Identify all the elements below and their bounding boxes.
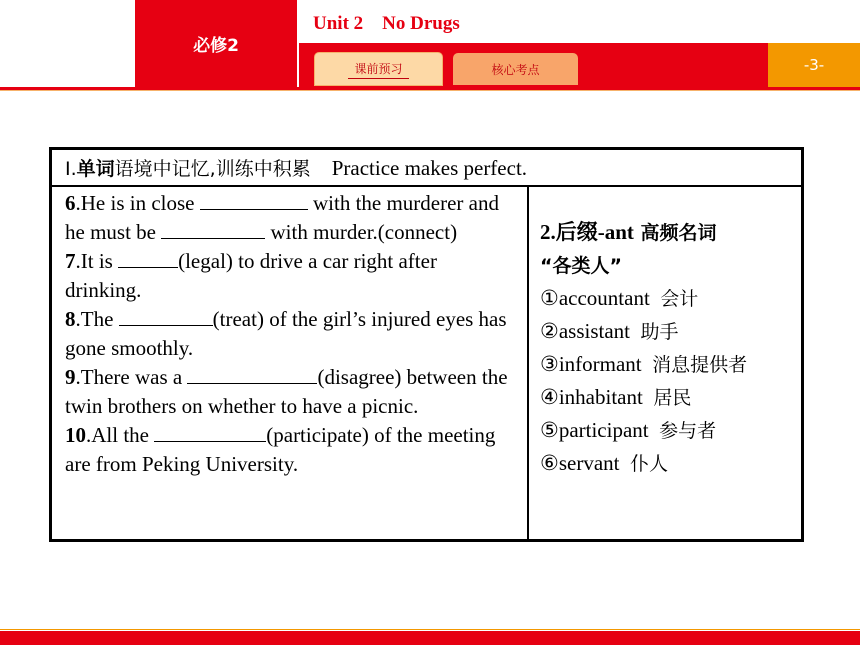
title-en: Practice makes perfect. <box>331 156 528 180</box>
question-text: .It is <box>75 249 119 273</box>
exercise-table <box>49 147 804 542</box>
question-text: (legal) to drive a car right after drinking. <box>65 249 437 302</box>
page-number-text: -3- <box>803 56 825 74</box>
page-number <box>768 43 860 87</box>
item-word: participant <box>558 418 649 442</box>
question-text: .There was a <box>75 365 188 389</box>
question-7 <box>65 247 513 305</box>
header-left-spacer <box>0 0 135 87</box>
answer-blank[interactable] <box>200 191 308 210</box>
tab-key-points[interactable] <box>453 53 578 85</box>
item-word: accountant <box>558 286 650 310</box>
suffix-heading-cn-2: “各类人” <box>540 255 622 277</box>
answer-blank[interactable] <box>119 307 213 326</box>
suffix-heading-cn: 高频名词 <box>633 222 717 244</box>
item-mark: ⑥ <box>540 451 559 475</box>
answer-blank[interactable] <box>161 220 265 239</box>
questions-column <box>65 189 513 479</box>
suffix-heading-2 <box>540 249 790 282</box>
book-label <box>135 0 297 87</box>
question-text: with murder.(connect) <box>265 220 458 244</box>
item-word: assistant <box>558 319 630 343</box>
book-label-text: 必修2 <box>193 36 239 56</box>
tab-preview[interactable] <box>314 52 443 86</box>
question-number: 7 <box>65 249 76 273</box>
suffix-item <box>540 348 790 381</box>
item-word: inhabitant <box>558 385 643 409</box>
suffix-heading-en: 2.后缀-ant <box>540 220 634 244</box>
unit-title: Unit 2 No Drugs <box>313 13 460 34</box>
suffix-item <box>540 315 790 348</box>
item-cn: 助手 <box>640 321 679 343</box>
column-divider <box>527 187 529 539</box>
item-cn: 消息提供者 <box>652 354 748 376</box>
question-9 <box>65 363 513 421</box>
answer-blank[interactable] <box>118 249 178 268</box>
question-text: .The <box>75 307 119 331</box>
suffix-item <box>540 414 790 447</box>
question-text: .He is in close <box>75 191 200 215</box>
question-10 <box>65 421 513 479</box>
question-number: 8 <box>65 307 76 331</box>
table-title <box>52 150 801 187</box>
question-text: (disagree) between the twin brothers on whether to have a picnic. <box>65 365 508 418</box>
question-number: 10 <box>65 423 86 447</box>
tab-key-points-label: 核心考点 <box>491 62 540 77</box>
item-cn: 仆人 <box>629 453 668 475</box>
item-mark: ⑤ <box>540 418 559 442</box>
item-cn: 居民 <box>653 387 692 409</box>
suffix-item <box>540 381 790 414</box>
suffix-heading <box>540 216 790 249</box>
item-mark: ④ <box>540 385 559 409</box>
suffix-item <box>540 282 790 315</box>
item-cn: 会计 <box>660 288 699 310</box>
item-word: servant <box>558 451 620 475</box>
question-8 <box>65 305 513 363</box>
question-text: .All the <box>86 423 155 447</box>
footer-bar <box>0 631 860 645</box>
item-mark: ③ <box>540 352 559 376</box>
question-number: 6 <box>65 191 76 215</box>
question-number: 9 <box>65 365 76 389</box>
item-word: informant <box>558 352 642 376</box>
suffix-item <box>540 447 790 480</box>
tab-preview-label: 课前预习 <box>348 60 408 79</box>
answer-blank[interactable] <box>154 423 266 442</box>
header-underline-accent <box>0 90 860 91</box>
title-number: Ⅰ. <box>65 158 77 180</box>
title-cn: 语境中记忆,训练中积累 <box>114 158 311 180</box>
suffix-column <box>540 216 790 480</box>
footer-accent-line <box>0 629 860 630</box>
question-text: with the murderer and he must be <box>65 191 500 244</box>
item-cn: 参与者 <box>659 420 717 442</box>
item-mark: ② <box>540 319 559 343</box>
question-text: (participate) of the meeting are from Peking University. <box>65 423 496 476</box>
item-mark: ① <box>540 286 559 310</box>
answer-blank[interactable] <box>187 365 317 384</box>
question-6 <box>65 189 513 247</box>
title-bold: 单词 <box>76 158 115 180</box>
question-text: (treat) of the girl’s injured eyes has gone smoothly. <box>65 307 507 360</box>
